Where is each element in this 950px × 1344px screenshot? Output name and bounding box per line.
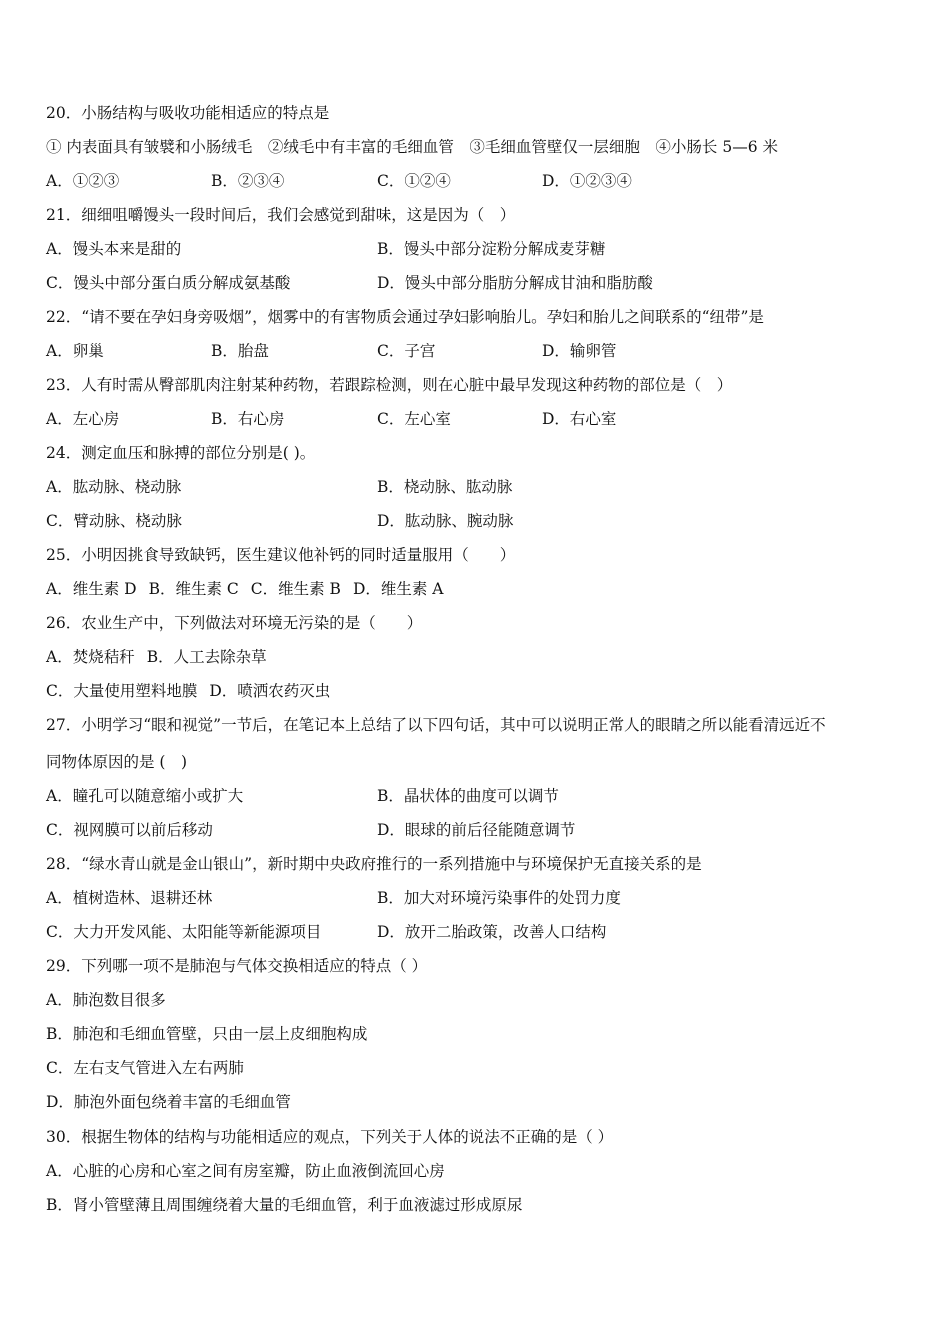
- q24-options-row1: [46, 477, 906, 497]
- q24-option-d: D．肱动脉、腕动脉: [377, 512, 514, 530]
- q29-option-a: A．肺泡数目很多: [46, 991, 166, 1009]
- q30-option-b: B．肾小管壁薄且周围缠绕着大量的毛细血管，利于血液滤过形成原尿: [46, 1196, 523, 1214]
- q28-option-a: A．植树造林、退耕还林: [46, 889, 213, 907]
- q29-option-b: B．肺泡和毛细血管壁，只由一层上皮细胞构成: [46, 1025, 368, 1043]
- q23-option-b: B．右心房: [211, 410, 285, 428]
- q24-option-b: B．桡动脉、肱动脉: [377, 478, 513, 496]
- q28-option-c: C．大力开发风能、太阳能等新能源项目: [46, 923, 322, 941]
- q20-option-b: B．②③④: [211, 172, 285, 190]
- q27-stem-line2: 同物体原因的是 ( ): [46, 753, 188, 771]
- q25-option-b: B．维生素 C: [148, 580, 239, 598]
- q25-option-d: D．维生素 A: [352, 580, 444, 598]
- q27-stem-line1: 27．小明学习“眼和视觉”一节后，在笔记本上总结了以下四句话，其中可以说明正常人的眼睛之所以能看清远近不: [46, 716, 826, 734]
- q26-option-b: B．人工去除杂草: [146, 648, 267, 666]
- q28-options-row2: [46, 922, 906, 942]
- q23-option-c: C．左心室: [377, 410, 451, 428]
- q23-options: [46, 409, 906, 429]
- q22-option-a: A．卵巢: [46, 342, 104, 360]
- q29-option-d: D．肺泡外面包绕着丰富的毛细血管: [46, 1093, 291, 1111]
- q22-stem: 22．“请不要在孕妇身旁吸烟”，烟雾中的有害物质会通过孕妇影响胎儿。孕妇和胎儿之间联系的“纽带”是: [46, 308, 764, 326]
- q22-option-d: D．输卵管: [542, 342, 617, 360]
- q28-option-b: B．加大对环境污染事件的处罚力度: [377, 889, 621, 907]
- q26-option-a: A．焚烧秸秆: [46, 648, 135, 666]
- q27-option-d: D．眼球的前后径能随意调节: [377, 821, 576, 839]
- q26-option-d: D．喷洒农药灭虫: [209, 682, 331, 700]
- q27-option-a: A．瞳孔可以随意缩小或扩大: [46, 787, 244, 805]
- q22-options: [46, 341, 906, 361]
- q21-options-row2: [46, 273, 906, 293]
- q21-option-a: A．馒头本来是甜的: [46, 240, 182, 258]
- q25-option-c: C．维生素 B: [250, 580, 341, 598]
- q28-options-row1: [46, 888, 906, 908]
- q26-options-row1: [46, 647, 267, 667]
- q23-option-d: D．右心室: [542, 410, 617, 428]
- q20-option-c: C．①②④: [377, 172, 451, 190]
- q21-option-b: B．馒头中部分淀粉分解成麦芽糖: [377, 240, 606, 258]
- q21-option-d: D．馒头中部分脂肪分解成甘油和脂肪酸: [377, 274, 653, 292]
- q20-options: [46, 171, 906, 191]
- q29-stem: 29．下列哪一项不是肺泡与气体交换相适应的特点（ ）: [46, 957, 428, 975]
- q26-stem: 26．农业生产中，下列做法对环境无污染的是（ ）: [46, 614, 423, 632]
- q20-option-a: A．①②③: [46, 172, 120, 190]
- q27-option-c: C．视网膜可以前后移动: [46, 821, 213, 839]
- q21-options-row1: [46, 239, 906, 259]
- q22-option-b: B．胎盘: [211, 342, 269, 360]
- q25-option-a: A．维生素 D: [46, 580, 137, 598]
- q20-option-d: D．①②③④: [542, 172, 632, 190]
- q26-options-row2: [46, 681, 330, 701]
- q30-option-a: A．心脏的心房和心室之间有房室瓣，防止血液倒流回心房: [46, 1162, 445, 1180]
- q27-options-row1: [46, 786, 906, 806]
- q28-option-d: D．放开二胎政策，改善人口结构: [377, 923, 607, 941]
- q22-option-c: C．子宫: [377, 342, 436, 360]
- q26-option-c: C．大量使用塑料地膜: [46, 682, 198, 700]
- q24-stem: 24．测定血压和脉搏的部位分别是( )。: [46, 444, 316, 462]
- q23-option-a: A．左心房: [46, 410, 120, 428]
- q27-option-b: B．晶状体的曲度可以调节: [377, 787, 559, 805]
- q24-options-row2: [46, 511, 906, 531]
- q29-option-c: C．左右支气管进入左右两肺: [46, 1059, 244, 1077]
- q24-option-c: C．臂动脉、桡动脉: [46, 512, 182, 530]
- q25-options: [46, 579, 444, 599]
- q21-stem: 21．细细咀嚼馒头一段时间后，我们会感觉到甜味，这是因为（ ）: [46, 206, 516, 224]
- q28-stem: 28．“绿水青山就是金山银山”，新时期中央政府推行的一系列措施中与环境保护无直接关系的是: [46, 855, 702, 873]
- q21-option-c: C．馒头中部分蛋白质分解成氨基酸: [46, 274, 291, 292]
- q27-options-row2: [46, 820, 906, 840]
- q30-stem: 30．根据生物体的结构与功能相适应的观点，下列关于人体的说法不正确的是（ ）: [46, 1128, 614, 1146]
- q20-stem: 20．小肠结构与吸收功能相适应的特点是: [46, 104, 330, 122]
- q24-option-a: A．肱动脉、桡动脉: [46, 478, 182, 496]
- q20-statements: ① 内表面具有皱襞和小肠绒毛 ②绒毛中有丰富的毛细血管 ③毛细血管壁仅一层细胞 ④小肠长 5—6 米: [46, 138, 779, 156]
- q23-stem: 23．人有时需从臀部肌肉注射某种药物，若跟踪检测，则在心脏中最早发现这种药物的部位是（ ）: [46, 376, 733, 394]
- q25-stem: 25．小明因挑食导致缺钙，医生建议他补钙的同时适量服用（ ）: [46, 546, 516, 564]
